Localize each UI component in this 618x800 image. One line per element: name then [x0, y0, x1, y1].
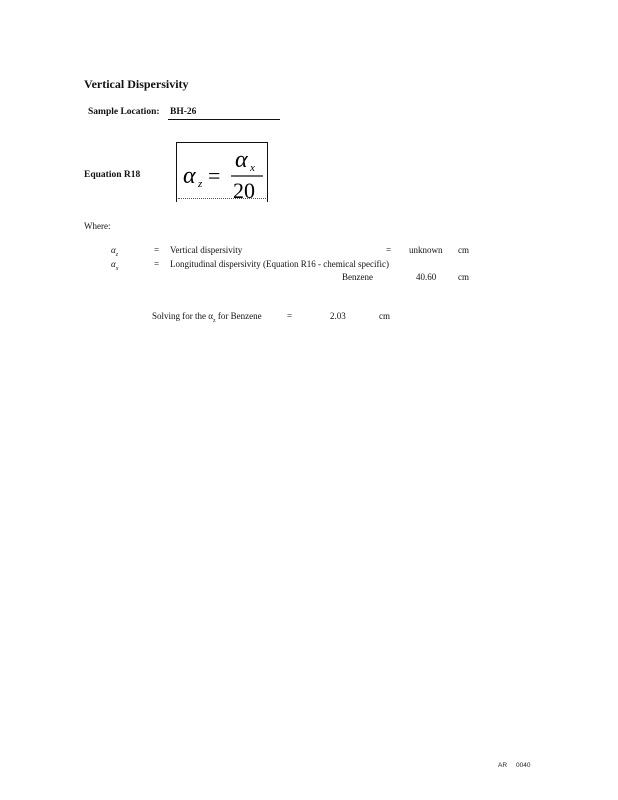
- benzene-value: 40.60: [416, 272, 437, 282]
- definition-value-equals: =: [386, 245, 392, 255]
- equation-box: [176, 142, 268, 202]
- definition-unit: cm: [458, 245, 469, 255]
- definition-symbol: $\alpha_x$: [111, 259, 119, 272]
- solving-unit: cm: [379, 311, 390, 321]
- benzene-unit: cm: [458, 272, 469, 282]
- solving-label: Solving for the $\alpha_z$ for Benzene: [152, 311, 262, 324]
- footer-prefix: AR: [498, 762, 508, 769]
- definition-equals: =: [154, 259, 160, 269]
- footer-page-number: 0040: [516, 762, 531, 769]
- equation-equals: =: [208, 163, 221, 188]
- equation-denominator: 20: [233, 178, 255, 203]
- equation-label: Equation R18: [84, 170, 141, 180]
- solving-value: 2.03: [330, 311, 346, 321]
- solving-equals: =: [287, 311, 293, 321]
- sample-location-label: Sample Location:: [88, 107, 160, 117]
- definition-equals: =: [154, 245, 160, 255]
- equation-box-dotted-edge: [178, 198, 266, 199]
- benzene-label: Benzene: [342, 272, 373, 282]
- sample-location-value: BH-26: [170, 107, 197, 117]
- equation-formula: [177, 143, 269, 203]
- equation-numerator-subscript: x: [250, 162, 255, 174]
- page-title: Vertical Dispersivity: [84, 77, 189, 91]
- definition-description: Longitudinal dispersivity (Equation R16 - chemical specific): [170, 259, 389, 269]
- equation-lhs-subscript: z: [198, 178, 203, 190]
- equation-lhs-symbol: α: [183, 163, 196, 189]
- definition-symbol: $\alpha_z$: [111, 245, 119, 258]
- definition-value: unknown: [409, 245, 443, 255]
- sample-location-underline: [168, 119, 280, 120]
- definition-description: Vertical dispersivity: [170, 245, 243, 255]
- equation-numerator-symbol: α: [235, 147, 248, 173]
- where-label: Where:: [84, 221, 111, 231]
